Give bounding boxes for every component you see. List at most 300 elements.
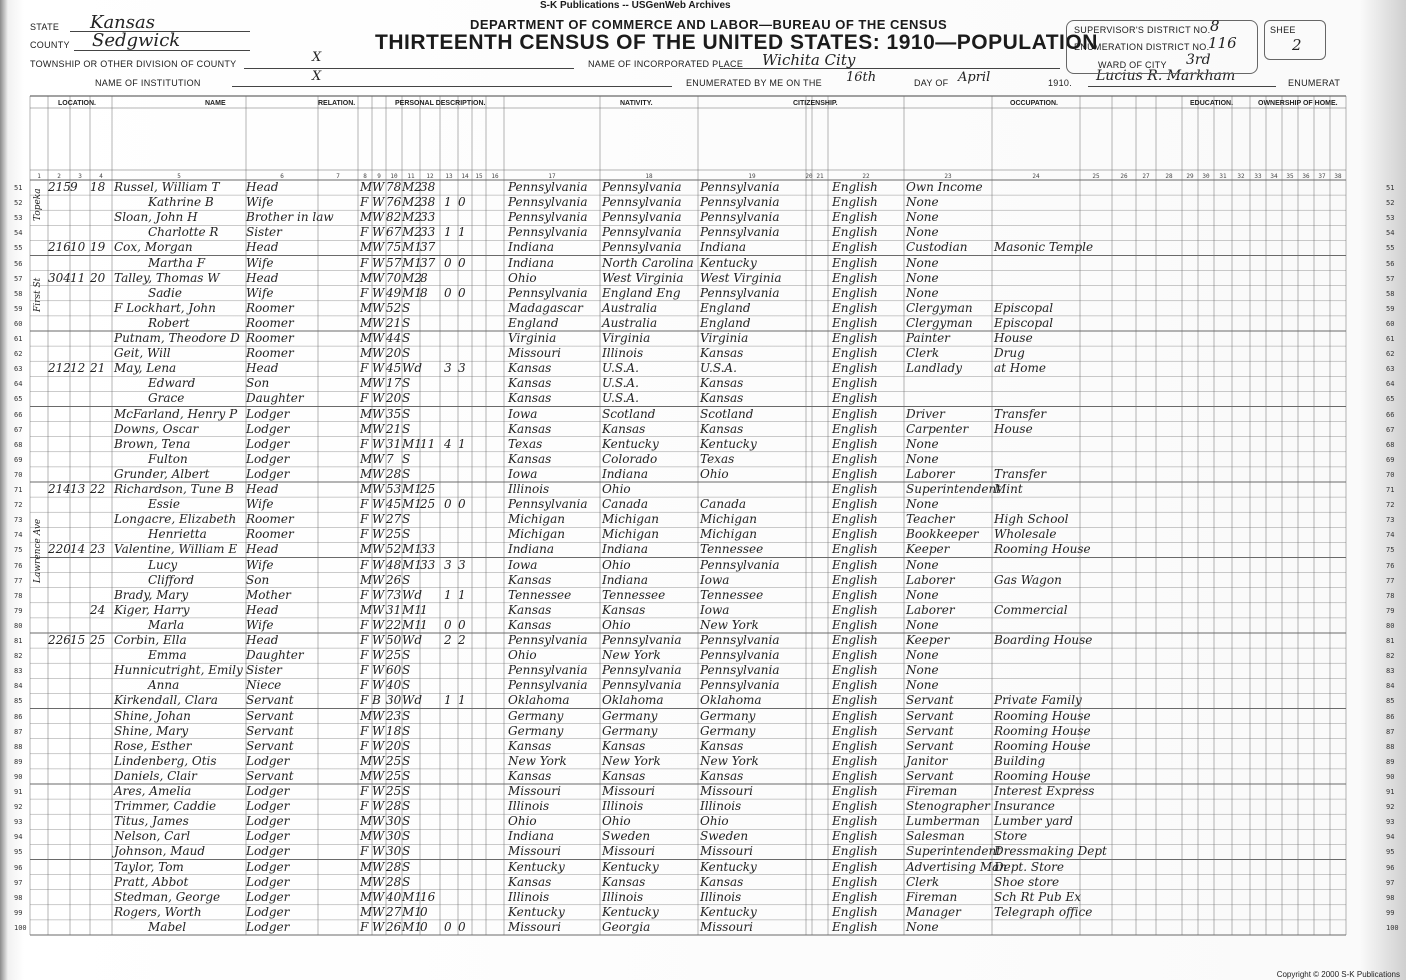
cell-name: Longacre, Elizabeth [114, 512, 237, 527]
cell-name: Hunnicutright, Emily [114, 663, 243, 678]
cell-lang: English [832, 617, 878, 632]
cell-race: W [372, 617, 385, 632]
cell-pob: Kansas [508, 391, 552, 406]
cell-occ: Landlady [906, 361, 962, 376]
cell-name: Grace [148, 391, 185, 406]
cell-name: Titus, James [114, 814, 189, 829]
row-number-left: 98 [14, 893, 23, 902]
cell-pob: Pennsylvania [508, 497, 588, 512]
cell-pob: Indiana [508, 542, 555, 557]
column-number: 18 [645, 173, 653, 180]
cell-mpob: U.S.A. [700, 361, 737, 376]
cell-pob: Missouri [508, 919, 561, 934]
cell-ms: S [402, 829, 411, 844]
cell-fpob: Sweden [602, 829, 651, 844]
cell-age: 44 [386, 331, 402, 345]
cell-lang: English [832, 331, 878, 345]
cell-name: Putnam, Theodore D [114, 331, 240, 345]
cell-house: 216 [48, 240, 71, 255]
row-number-right: 76 [1386, 561, 1395, 570]
cell-race: W [372, 814, 385, 829]
row-number-left: 86 [14, 712, 23, 721]
cell-age: 28 [386, 799, 402, 814]
cell-race: W [372, 723, 385, 738]
cell-sex: M [360, 602, 373, 617]
cell-pob: Ohio [508, 270, 537, 285]
cell-ms: S [402, 723, 411, 738]
cell-lang: English [832, 315, 878, 330]
row-number-left: 84 [14, 682, 23, 691]
cell-sex: M [360, 708, 373, 723]
cell-living: 2 [458, 633, 466, 647]
institution-label: NAME OF INSTITUTION [95, 78, 201, 88]
cell-ind: Lumber yard [994, 814, 1073, 829]
cell-mpob: Michigan [700, 512, 757, 527]
cell-sex: F [360, 587, 369, 602]
cell-sex: M [360, 240, 373, 255]
cell-yrs: 38 [420, 195, 436, 210]
cell-occ: Driver [906, 406, 945, 421]
cell-sex: M [360, 753, 373, 768]
cell-age: 25 [386, 527, 402, 542]
cell-race: W [372, 331, 385, 345]
row-number-right: 80 [1386, 621, 1395, 630]
cell-mpob: Pennsylvania [700, 180, 780, 194]
cell-ms: S [402, 663, 411, 678]
cell-rel: Roomer [246, 315, 294, 330]
cell-ind: Episcopal [994, 315, 1054, 330]
cell-age: 53 [386, 482, 402, 496]
cell-lang: English [832, 361, 878, 376]
cell-pob: Michigan [508, 527, 565, 542]
cell-pob: Kentucky [508, 859, 565, 874]
row-number-right: 88 [1386, 742, 1395, 751]
cell-race: W [372, 466, 385, 481]
cell-fpob: Australia [602, 300, 658, 315]
cell-dwelling: 15 [70, 633, 86, 647]
cell-rel: Lodger [246, 436, 290, 451]
cell-ind: House [994, 421, 1033, 436]
cell-dwelling: 14 [70, 542, 86, 557]
cell-ms: M1 [402, 497, 422, 512]
cell-pob: Pennsylvania [508, 195, 588, 210]
cell-lang: English [832, 678, 878, 693]
cell-occ: Janitor [906, 753, 948, 768]
cell-occ: Lumberman [906, 814, 980, 829]
cell-ms: S [402, 874, 411, 889]
cell-occ: Servant [906, 723, 954, 738]
cell-house: 304 [48, 270, 71, 285]
cell-ms: S [402, 814, 411, 829]
cell-ind: Shoe store [994, 874, 1060, 889]
cell-name: Cox, Morgan [114, 240, 193, 255]
cell-mpob: Pennsylvania [700, 210, 780, 225]
cell-mpob: Pennsylvania [700, 557, 780, 572]
cell-lang: English [832, 210, 878, 225]
cell-age: 45 [386, 361, 402, 376]
cell-ms: S [402, 451, 411, 466]
cell-ms: M1 [402, 617, 422, 632]
cell-lang: English [832, 406, 878, 421]
cell-rel: Lodger [246, 844, 290, 859]
row-number-left: 92 [14, 803, 23, 812]
column-number: 5 [177, 173, 181, 180]
column-number: 37 [1318, 173, 1326, 180]
cell-age: 60 [386, 663, 402, 678]
cell-fpob: Ohio [602, 482, 631, 496]
cell-name: Trimmer, Caddie [114, 799, 217, 814]
cell-mpob: Pennsylvania [700, 225, 780, 240]
cell-ms: S [402, 512, 411, 527]
cell-fpob: Ohio [602, 814, 631, 829]
cell-living: 3 [458, 557, 466, 572]
cell-ind: at Home [994, 361, 1046, 376]
cell-mpob: Sweden [700, 829, 749, 844]
row-number-left: 65 [14, 395, 23, 404]
cell-occ: None [906, 587, 939, 602]
cell-occ: None [906, 436, 939, 451]
cell-ind: Dept. Store [994, 859, 1064, 874]
row-number-left: 88 [14, 742, 23, 751]
cell-street: Topeka [33, 188, 43, 221]
cell-fpob: Germany [602, 708, 658, 723]
group-education: EDUCATION. [1190, 100, 1234, 107]
cell-mpob: Pennsylvania [700, 648, 780, 663]
cell-pob: Kansas [508, 451, 552, 466]
cell-rel: Servant [246, 708, 294, 723]
cell-ms: M1 [402, 919, 422, 934]
cell-pob: Pennsylvania [508, 633, 588, 647]
row-number-left: 70 [14, 470, 23, 479]
cell-fpob: Missouri [602, 844, 655, 859]
row-number-right: 91 [1386, 788, 1395, 796]
row-number-left: 54 [14, 229, 23, 238]
cell-age: 7 [386, 451, 394, 466]
cell-ind: Building [994, 753, 1046, 768]
column-number: 4 [99, 173, 103, 180]
cell-name: F Lockhart, John [114, 300, 216, 315]
row-number-left: 69 [14, 455, 23, 464]
cell-born: 1 [444, 693, 452, 708]
cell-yrs: 38 [420, 180, 436, 194]
row-number-right: 90 [1386, 772, 1395, 781]
cell-ms: S [402, 346, 411, 361]
cell-age: 52 [386, 542, 402, 557]
cell-age: 26 [386, 572, 402, 587]
cell-pob: Germany [508, 723, 564, 738]
cell-ind: Insurance [994, 799, 1055, 814]
cell-occ: Clergyman [906, 315, 973, 330]
cell-mpob: Germany [700, 723, 756, 738]
cell-pob: Madagascar [508, 300, 583, 315]
cell-yrs: 37 [420, 240, 436, 255]
cell-fpob: Michigan [602, 512, 659, 527]
cell-lang: English [832, 874, 878, 889]
cell-fpob: North Carolina [602, 255, 694, 270]
cell-born: 3 [444, 361, 452, 376]
cell-sex: M [360, 346, 373, 361]
row-number-right: 54 [1386, 229, 1395, 238]
cell-age: 20 [386, 346, 402, 361]
cell-lang: English [832, 768, 878, 783]
cell-ms: S [402, 799, 411, 814]
column-number: 19 [748, 173, 756, 180]
cell-age: 30 [386, 814, 402, 829]
cell-ms: M1 [402, 542, 422, 557]
cell-ms: M2 [402, 210, 422, 225]
cell-occ: None [906, 270, 939, 285]
group-citizenship: CITIZENSHIP. [793, 100, 838, 107]
cell-name: Pratt, Abbot [114, 874, 189, 889]
cell-mpob: Germany [700, 708, 756, 723]
row-number-left: 94 [14, 833, 23, 842]
cell-ms: S [402, 331, 411, 345]
cell-mpob: Tennessee [700, 587, 764, 602]
column-number: 10 [390, 173, 398, 180]
cell-name: Charlotte R [148, 225, 219, 240]
cell-race: W [372, 421, 385, 436]
cell-ind: Rooming House [994, 723, 1091, 738]
cell-lang: English [832, 240, 878, 255]
cell-lang: English [832, 814, 878, 829]
cell-race: W [372, 633, 385, 647]
cell-name: Robert [148, 315, 190, 330]
cell-name: Shine, Johan [114, 708, 191, 723]
row-number-right: 69 [1386, 455, 1395, 464]
cell-sex: F [360, 693, 369, 708]
cell-ms: M2 [402, 225, 422, 240]
cell-lang: English [832, 904, 878, 919]
cell-mpob: Indiana [700, 240, 747, 255]
cell-race: W [372, 572, 385, 587]
cell-fpob: Pennsylvania [602, 663, 682, 678]
group-nativity: NATIVITY. [620, 100, 653, 107]
cell-ind: Boarding House [994, 633, 1093, 647]
cell-mpob: Iowa [700, 602, 730, 617]
row-number-left: 71 [14, 486, 23, 494]
cell-name: Shine, Mary [114, 723, 189, 738]
cell-fpob: Michigan [602, 527, 659, 542]
cell-sex: F [360, 919, 369, 934]
row-number-left: 76 [14, 561, 23, 570]
cell-born: 4 [444, 436, 452, 451]
row-number-left: 72 [14, 501, 23, 510]
cell-age: 26 [386, 919, 402, 934]
cell-lang: English [832, 482, 878, 496]
cell-occ: None [906, 648, 939, 663]
enumerated-label: ENUMERATED BY ME ON THE [686, 78, 822, 88]
row-number-left: 85 [14, 697, 23, 706]
cell-rel: Wife [246, 557, 274, 572]
sheet-value: 2 [1292, 36, 1302, 54]
cell-sex: F [360, 799, 369, 814]
cell-lang: English [832, 919, 878, 934]
cell-living: 1 [458, 436, 466, 451]
county-value: Sedgwick [92, 30, 181, 51]
cell-race: W [372, 482, 385, 496]
cell-born: 0 [444, 255, 452, 270]
cell-lang: English [832, 300, 878, 315]
township-value: X [312, 50, 322, 65]
cell-name: Daniels, Clair [114, 768, 197, 783]
row-number-right: 64 [1386, 380, 1395, 389]
cell-lang: English [832, 180, 878, 194]
cell-fpob: Kentucky [602, 859, 659, 874]
row-number-left: 53 [14, 214, 23, 223]
cell-fpob: Oklahoma [602, 693, 664, 708]
cell-ind: House [994, 331, 1033, 345]
cell-ms: S [402, 708, 411, 723]
cell-mpob: New York [700, 617, 759, 632]
cell-pob: Kansas [508, 572, 552, 587]
cell-mpob: Kansas [700, 391, 744, 406]
cell-fpob: Scotland [602, 406, 656, 421]
row-number-right: 72 [1386, 501, 1395, 510]
cell-dwelling: 10 [70, 240, 86, 255]
cell-sex: F [360, 225, 369, 240]
cell-ind: Rooming House [994, 768, 1091, 783]
cell-race: W [372, 663, 385, 678]
cell-fpob: Illinois [602, 799, 644, 814]
row-number-left: 96 [14, 863, 23, 872]
group-personal: PERSONAL DESCRIPTION. [395, 100, 486, 107]
cell-rel: Sister [246, 225, 282, 240]
column-number: 11 [407, 173, 415, 180]
department-line: DEPARTMENT OF COMMERCE AND LABOR—BUREAU OF THE CENSUS [470, 17, 948, 32]
cell-name: Ares, Amelia [114, 784, 192, 798]
cell-street: First St [33, 277, 43, 312]
cell-name: Kiger, Harry [114, 602, 190, 617]
cell-pob: Oklahoma [508, 693, 570, 708]
cell-occ: Servant [906, 768, 954, 783]
cell-fpob: Kansas [602, 738, 646, 753]
cell-pob: Germany [508, 708, 564, 723]
cell-fpob: Kansas [602, 768, 646, 783]
cell-fpob: Illinois [602, 889, 644, 904]
cell-pob: Kansas [508, 421, 552, 436]
cell-age: 25 [386, 768, 402, 783]
cell-street: Lawrence Ave [33, 519, 43, 584]
row-number-right: 73 [1386, 516, 1395, 525]
cell-age: 35 [386, 406, 402, 421]
cell-ind: Drug [994, 346, 1025, 361]
column-number: 27 [1142, 173, 1150, 180]
cell-rel: Wife [246, 255, 274, 270]
cell-ms: Wd [402, 693, 423, 708]
cell-age: 25 [386, 784, 402, 798]
column-number: 35 [1286, 173, 1294, 180]
cell-pob: Illinois [508, 799, 550, 814]
row-number-left: 90 [14, 772, 23, 781]
cell-mpob: Kansas [700, 376, 744, 391]
cell-name: Lindenberg, Otis [114, 753, 217, 768]
cell-sex: F [360, 663, 369, 678]
enumerator-signature: Lucius R. Markham [1096, 68, 1236, 84]
ward-value: 3rd [1186, 52, 1211, 68]
cell-mpob: England [700, 315, 751, 330]
cell-race: W [372, 406, 385, 421]
cell-pob: Pennsylvania [508, 663, 588, 678]
state-value: Kansas [90, 12, 155, 33]
cell-race: W [372, 829, 385, 844]
row-number-right: 83 [1386, 667, 1395, 676]
cell-race: W [372, 874, 385, 889]
cell-sex: F [360, 844, 369, 859]
cell-ms: M1 [402, 889, 422, 904]
cell-rel: Son [246, 572, 270, 587]
column-number: 22 [862, 173, 870, 180]
cell-name: Kathrine B [148, 195, 214, 210]
cell-yrs: 8 [420, 270, 428, 285]
cell-occ: Manager [906, 904, 961, 919]
row-number-left: 93 [14, 818, 23, 827]
cell-living: 0 [458, 919, 466, 934]
cell-pob: Kansas [508, 768, 552, 783]
cell-dwelling: 13 [70, 482, 86, 496]
cell-ms: M1 [402, 285, 422, 300]
cell-yrs: 8 [420, 285, 428, 300]
cell-occ: Fireman [906, 784, 958, 798]
cell-yrs: 33 [420, 557, 436, 572]
cell-rel: Lodger [246, 859, 290, 874]
cell-mpob: Kansas [700, 421, 744, 436]
cell-age: 78 [386, 180, 402, 194]
cell-race: W [372, 255, 385, 270]
row-number-right: 94 [1386, 833, 1395, 842]
cell-sex: M [360, 421, 373, 436]
cell-ind: Masonic Temple [994, 240, 1094, 255]
cell-ind: Transfer [994, 406, 1047, 421]
row-number-right: 53 [1386, 214, 1395, 223]
cell-name: Clifford [148, 572, 195, 587]
column-number: 7 [336, 173, 340, 180]
group-name: NAME [205, 100, 226, 107]
cell-ind: Rooming House [994, 542, 1091, 557]
row-number-right: 99 [1386, 908, 1395, 917]
cell-occ: None [906, 451, 939, 466]
ward-label: WARD OF CITY [1098, 60, 1167, 70]
row-number-left: 80 [14, 621, 23, 630]
cell-born: 0 [444, 919, 452, 934]
cell-name: Talley, Thomas W [114, 270, 220, 285]
cell-rel: Roomer [246, 300, 294, 315]
cell-age: 20 [386, 738, 402, 753]
cell-fpob: Kansas [602, 874, 646, 889]
cell-race: W [372, 270, 385, 285]
row-number-right: 85 [1386, 697, 1395, 706]
cell-pob: Kansas [508, 376, 552, 391]
cell-mpob: Texas [700, 451, 735, 466]
column-number: 12 [426, 173, 434, 180]
cell-sex: F [360, 285, 369, 300]
cell-fpob: Ohio [602, 617, 631, 632]
cell-lang: English [832, 225, 878, 240]
cell-rel: Servant [246, 723, 294, 738]
cell-ms: M2 [402, 180, 422, 194]
cell-occ: Carpenter [906, 421, 969, 436]
cell-name: Russel, William T [114, 180, 220, 194]
cell-ind: Private Family [994, 693, 1082, 708]
cell-sex: F [360, 617, 369, 632]
cell-lang: English [832, 285, 878, 300]
cell-occ: Own Income [906, 180, 983, 194]
cell-lang: English [832, 663, 878, 678]
cell-sex: M [360, 315, 373, 330]
cell-occ: None [906, 255, 939, 270]
cell-occ: Advertising Man [906, 859, 1008, 874]
cell-race: W [372, 451, 385, 466]
cell-age: 57 [386, 255, 402, 270]
